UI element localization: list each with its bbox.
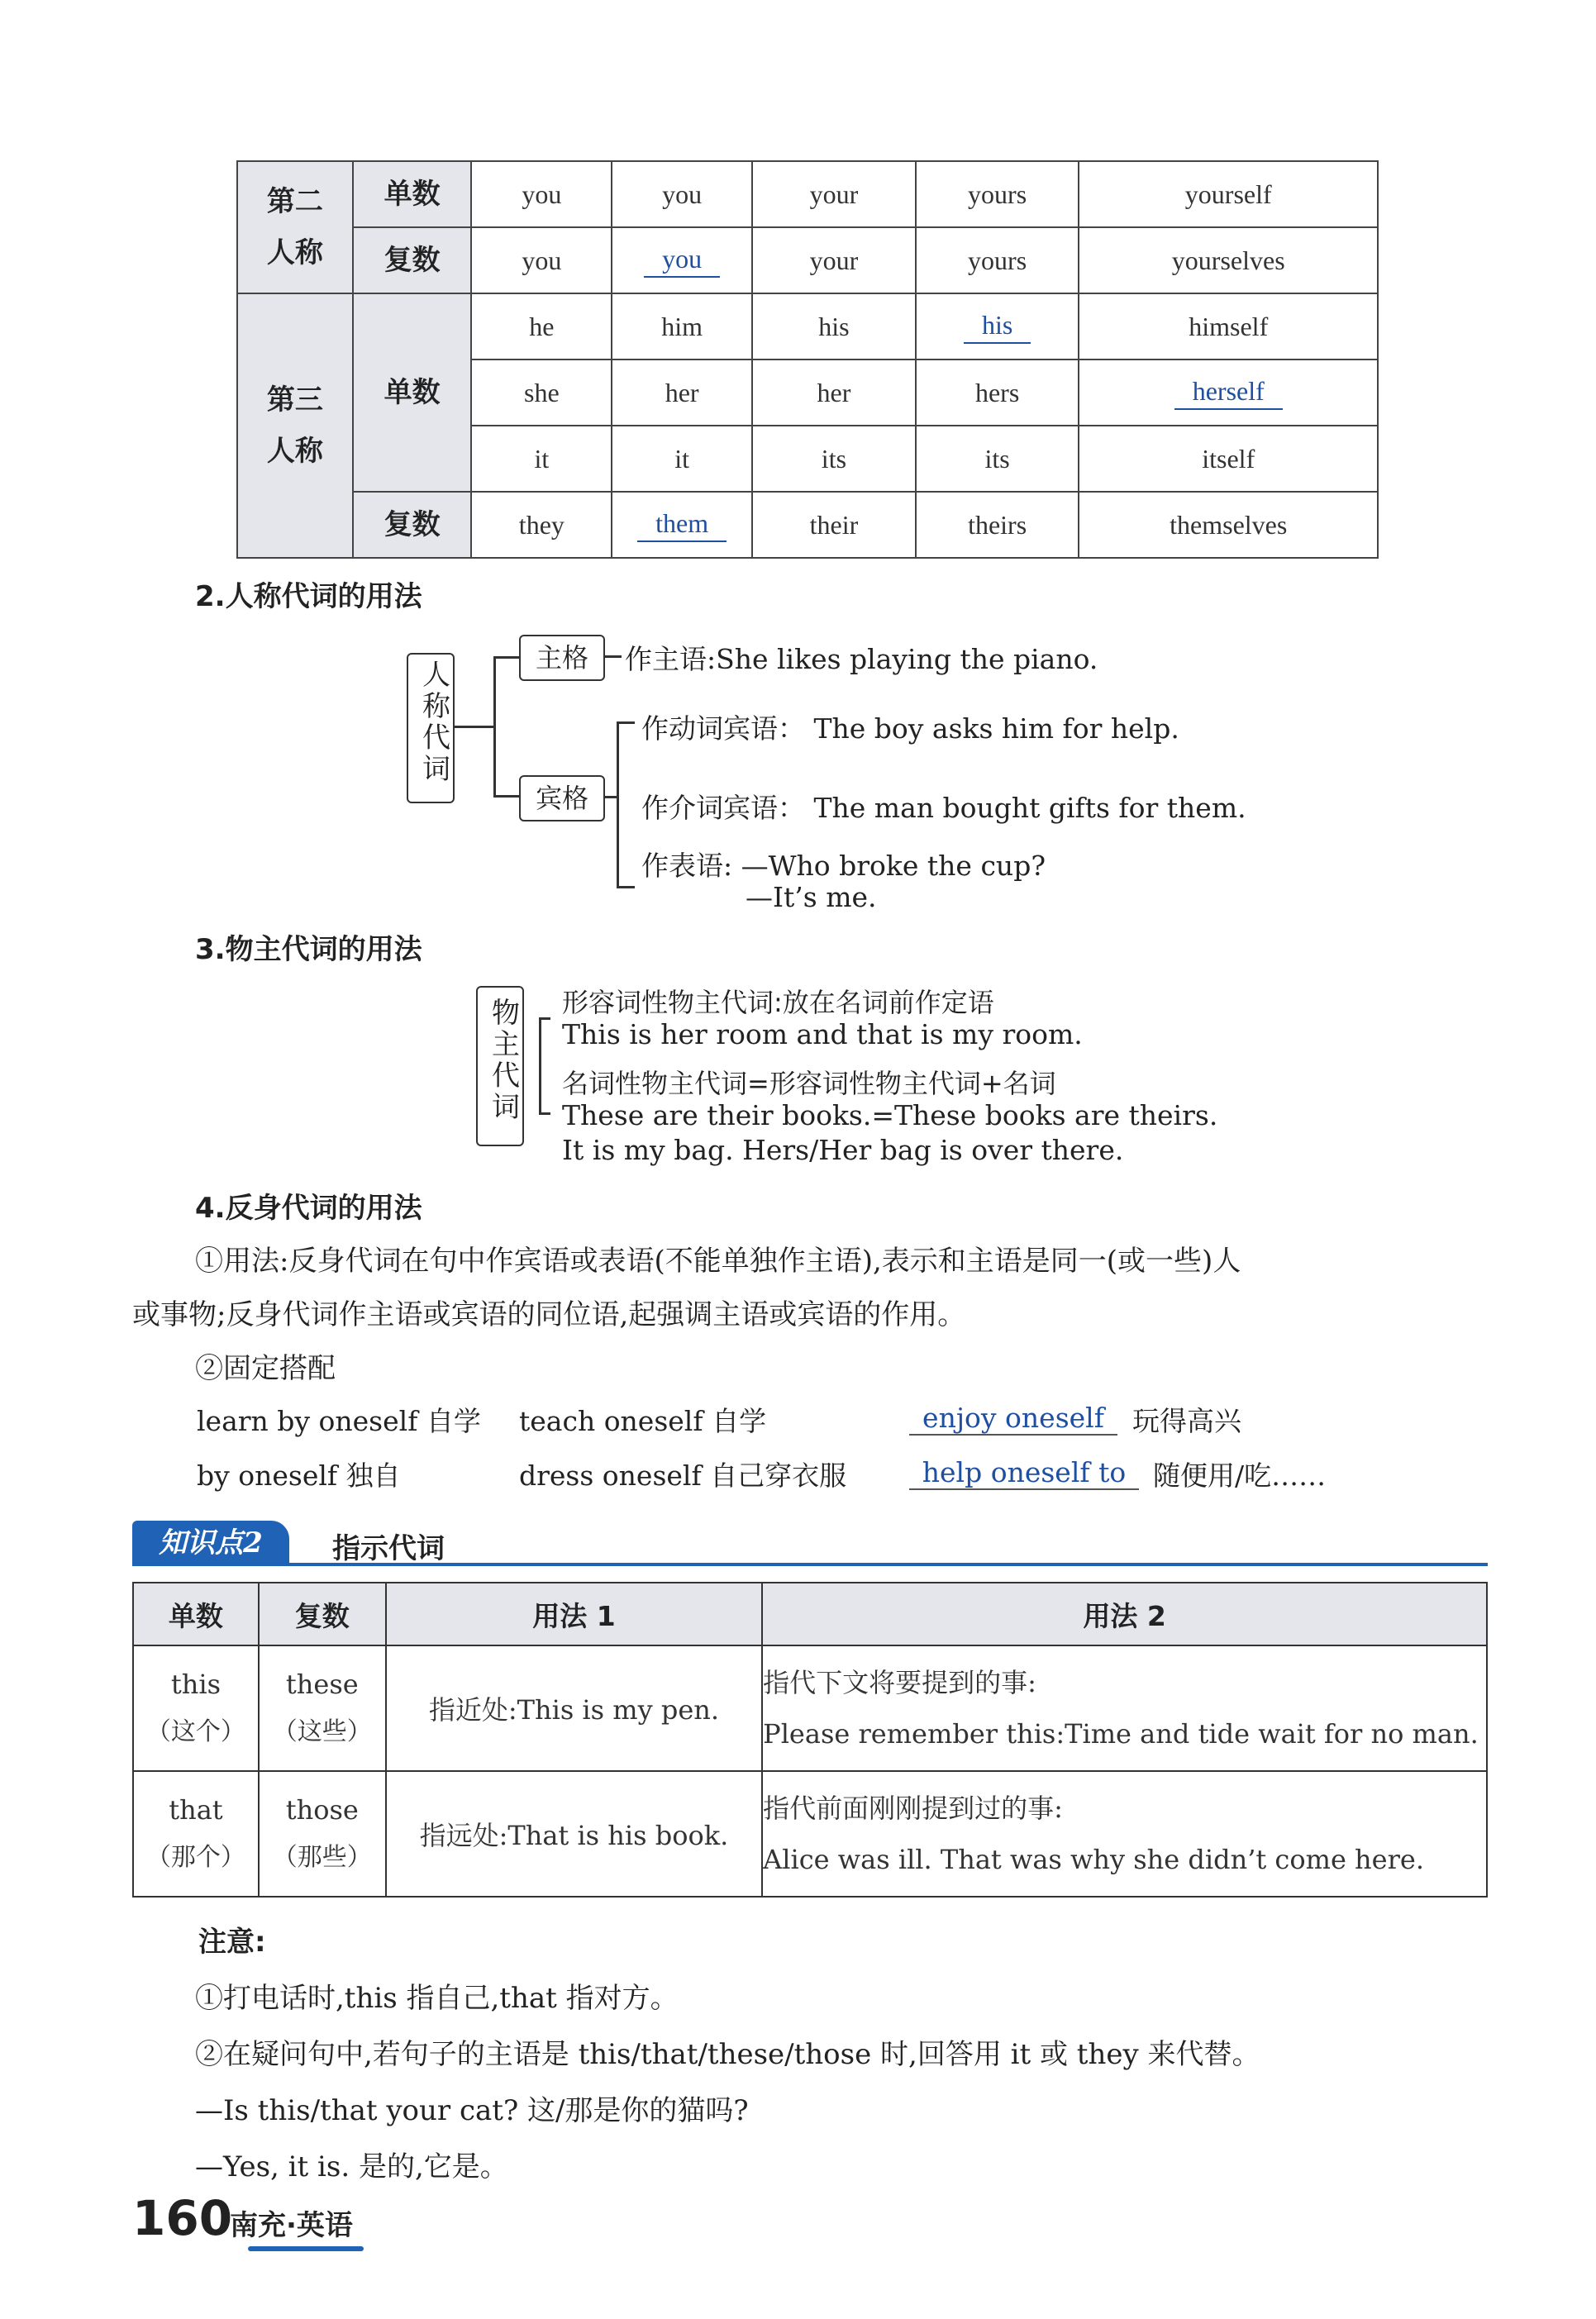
demonstrative-table xyxy=(132,1582,1488,1898)
phrase-blank-2 xyxy=(909,1456,1139,1490)
plural-word: these xyxy=(285,1669,359,1700)
table-cell: your xyxy=(752,227,916,293)
phrase-meaning-1: 玩得高兴 xyxy=(1132,1405,1241,1437)
table-cell: her xyxy=(612,360,752,426)
objective-label: 宾格 xyxy=(535,783,588,814)
bracket-line xyxy=(617,721,619,887)
table-cell: he xyxy=(471,293,612,360)
phrase-dress-oneself: dress oneself 自己穿衣服 xyxy=(519,1459,847,1492)
table-cell: their xyxy=(752,492,916,558)
table-cell: him xyxy=(612,293,752,360)
table-cell: yourselves xyxy=(1079,227,1378,293)
singular-cell xyxy=(133,1771,259,1897)
possessive-pronoun-box xyxy=(476,986,524,1146)
noun-possessive-example-2: It is my bag. Hers/Her bag is over there. xyxy=(562,1134,1124,1166)
table-cell: yours xyxy=(916,227,1079,293)
usage1-cell: 指远处:That is his book. xyxy=(386,1771,762,1897)
answer-blank: enjoy oneself xyxy=(909,1402,1117,1436)
noun-possessive-example-1: These are their books.=These books are theirs. xyxy=(562,1099,1218,1131)
answer-blank: you xyxy=(644,244,720,278)
answer-cell xyxy=(612,227,752,293)
number-cell: 复数 xyxy=(353,227,472,293)
number-cell: 单数 xyxy=(353,293,472,492)
note-line-4: —Yes, it is. 是的,它是。 xyxy=(195,2150,508,2183)
plural-gloss: （那些） xyxy=(272,1843,372,1872)
notes-title: 注意: xyxy=(198,1926,266,1959)
connector-line xyxy=(603,655,622,658)
page-number: 160 xyxy=(132,2190,233,2246)
knowledge-title: 指示代词 xyxy=(332,1532,445,1565)
person-cell-third: 第三 人称 xyxy=(237,293,353,558)
personal-pronoun-box xyxy=(407,653,455,803)
plural-cell xyxy=(259,1771,386,1897)
obj-use-prep: 作介词宾语： The man bought gifts for them. xyxy=(641,792,1246,824)
number-cell: 单数 xyxy=(353,161,472,227)
nominative-box xyxy=(519,635,605,681)
phrase-by-oneself: by oneself 独自 xyxy=(197,1459,401,1492)
note-line-1: ①打电话时,this 指自己,that 指对方。 xyxy=(195,1982,679,2015)
connector-line xyxy=(603,796,617,798)
bracket-line xyxy=(539,1112,550,1115)
header-cell: 单数 xyxy=(133,1583,259,1645)
usage2-rule: 指代前面刚刚提到过的事: xyxy=(763,1793,1063,1824)
obj-use-verb: 作动词宾语： The boy asks him for help. xyxy=(641,712,1179,745)
possessive-pronoun-label: 物主代词 xyxy=(492,997,520,1124)
bracket-line xyxy=(617,721,635,724)
section-3-title: 3.物主代词的用法 xyxy=(195,933,422,966)
footer-label: 南充·英语 xyxy=(230,2209,353,2242)
answer-blank: his xyxy=(964,310,1031,344)
table-cell: she xyxy=(471,360,612,426)
number-cell: 复数 xyxy=(353,492,472,558)
answer-cell xyxy=(612,492,752,558)
pronoun-table xyxy=(236,160,1379,559)
header-cell: 用法 2 xyxy=(762,1583,1487,1645)
note-line-2: ②在疑问句中,若句子的主语是 this/that/these/those 时,回答用 it 或 they 来代替。 xyxy=(195,2038,1260,2071)
table-cell: himself xyxy=(1079,293,1378,360)
phrase-meaning-2: 随便用/吃…… xyxy=(1153,1459,1327,1492)
singular-gloss: （这个） xyxy=(145,1717,245,1746)
connector-line xyxy=(493,656,520,659)
adj-possessive-example: This is her room and that is my room. xyxy=(562,1018,1083,1050)
answer-cell xyxy=(916,293,1079,360)
answer-cell xyxy=(1079,360,1378,426)
table-cell: themselves xyxy=(1079,492,1378,558)
singular-cell xyxy=(133,1645,259,1771)
table-cell: they xyxy=(471,492,612,558)
section-4-title: 4.反身代词的用法 xyxy=(195,1192,422,1225)
singular-word: that xyxy=(169,1794,223,1826)
answer-blank: herself xyxy=(1174,376,1283,410)
plural-gloss: （这些） xyxy=(272,1717,372,1746)
table-cell: yourself xyxy=(1079,161,1378,227)
note-line-3: —Is this/that your cat? 这/那是你的猫吗? xyxy=(195,2094,749,2127)
usage2-cell xyxy=(762,1771,1487,1897)
nominative-usage: 作主语:She likes playing the piano. xyxy=(625,643,1098,675)
person-cell-second: 第二 人称 xyxy=(237,161,353,293)
plural-cell xyxy=(259,1645,386,1771)
table-cell: her xyxy=(752,360,916,426)
objective-box xyxy=(519,775,605,821)
knowledge-badge: 知识点2 xyxy=(132,1521,289,1565)
bracket-line xyxy=(539,1017,541,1114)
usage2-example: Please remember this:Time and tide wait for no man. xyxy=(763,1718,1479,1750)
answer-blank: them xyxy=(637,508,727,542)
fixed-phrases-title: ②固定搭配 xyxy=(195,1352,336,1385)
table-cell: you xyxy=(471,161,612,227)
table-cell: it xyxy=(471,426,612,492)
table-cell: its xyxy=(916,426,1079,492)
footer-accent xyxy=(248,2246,364,2251)
phrase-teach-oneself: teach oneself 自学 xyxy=(519,1405,767,1437)
reflexive-usage-line1: ①用法:反身代词在句中作宾语或表语(不能单独作主语),表示和主语是同一(或一些)人 xyxy=(195,1245,1241,1278)
bracket-line xyxy=(617,886,635,888)
table-cell: his xyxy=(752,293,916,360)
header-cell: 复数 xyxy=(259,1583,386,1645)
reflexive-usage-line2: 或事物;反身代词作主语或宾语的同位语,起强调主语或宾语的作用。 xyxy=(132,1298,966,1331)
nominative-label: 主格 xyxy=(535,642,588,674)
table-cell: your xyxy=(752,161,916,227)
phrase-blank-1 xyxy=(909,1402,1117,1436)
usage2-rule: 指代下文将要提到的事: xyxy=(763,1667,1036,1698)
table-cell: it xyxy=(612,426,752,492)
bracket-line xyxy=(539,1017,550,1020)
singular-gloss: （那个） xyxy=(145,1843,245,1872)
connector-line xyxy=(453,726,494,728)
table-cell: yours xyxy=(916,161,1079,227)
table-cell: theirs xyxy=(916,492,1079,558)
header-cell: 用法 1 xyxy=(386,1583,762,1645)
table-cell: hers xyxy=(916,360,1079,426)
personal-pronoun-label: 人称代词 xyxy=(422,659,450,786)
noun-possessive-rule: 名词性物主代词=形容词性物主代词+名词 xyxy=(562,1068,1056,1099)
table-cell-faded: itself xyxy=(1079,426,1378,492)
table-cell: you xyxy=(471,227,612,293)
plural-word: those xyxy=(285,1794,359,1826)
section-2-title: 2.人称代词的用法 xyxy=(195,580,422,613)
usage1-cell: 指近处:This is my pen. xyxy=(386,1645,762,1771)
table-cell: its xyxy=(752,426,916,492)
connector-line xyxy=(493,656,496,797)
obj-use-predicative: 作表语: —Who broke the cup? xyxy=(641,850,1046,882)
obj-use-answer: —It’s me. xyxy=(746,881,877,913)
adj-possessive-rule: 形容词性物主代词:放在名词前作定语 xyxy=(562,987,994,1018)
phrase-learn-by-oneself: learn by oneself 自学 xyxy=(197,1405,481,1437)
usage2-example: Alice was ill. That was why she didn’t come here. xyxy=(763,1844,1424,1875)
table-cell: you xyxy=(612,161,752,227)
usage2-cell xyxy=(762,1645,1487,1771)
connector-line xyxy=(493,795,520,798)
answer-blank: help oneself to xyxy=(909,1456,1139,1490)
singular-word: this xyxy=(170,1669,221,1700)
